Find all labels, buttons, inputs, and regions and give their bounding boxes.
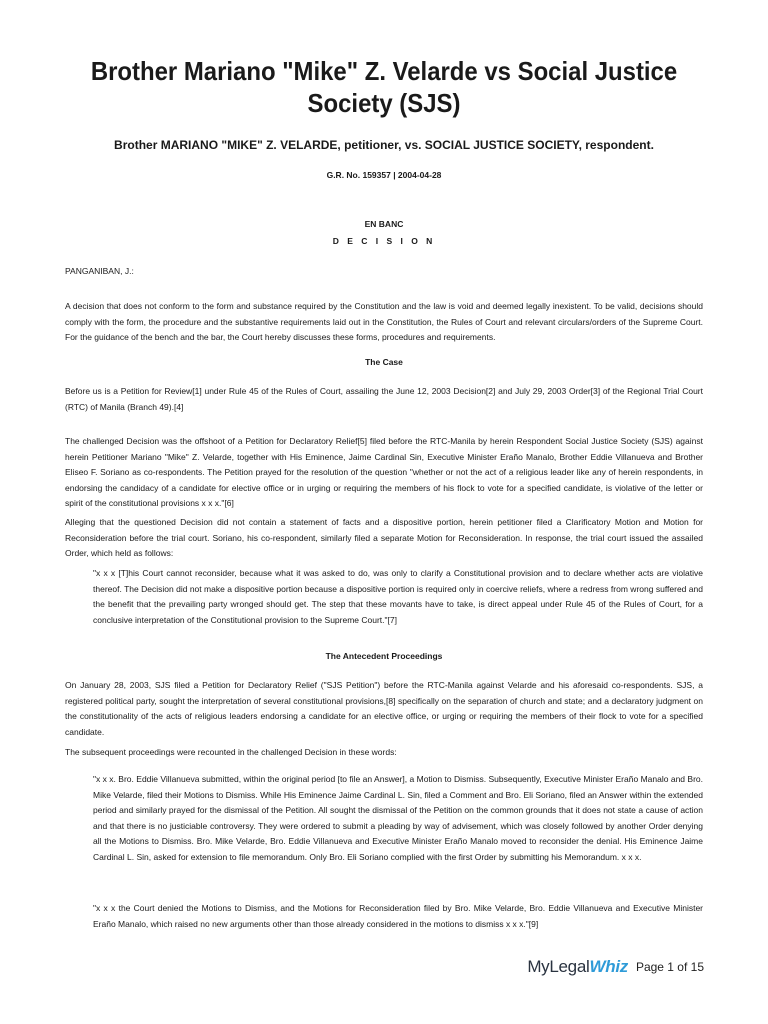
paragraph-petition: Before us is a Petition for Review[1] under Rule 45 of the Rules of Court, assailing the June 12, 2003 Decision[2] and July 29, 2003 Order[3] of the Regional Trial Court (RTC) of Manila (Branch 49).[4]: [65, 386, 703, 412]
en-banc-label: EN BANC: [364, 219, 404, 229]
paragraph-sjs-petition: On January 28, 2003, SJS filed a Petition for Declaratory Relief ("SJS Petition") before the RTC-Manila against Velarde and his aforesaid co-respondents. SJS, a registered political party, sought the interpretation of several constitutional provisions,[8] specifically on the separation of church and state; and a declaratory judgment on the constitutionality of the acts of religious leaders endorsing a candidate for an elective office, or urging or requiring the members of their flock to vote for a specified candidate.: [65, 680, 703, 737]
paragraph-intro: A decision that does not conform to the form and substance required by the Constitution and the law is void and deemed legally inexistent. To be valid, decisions should comply with the form, the procedure and the substantive requirements laid out in the Constitution, the Rules of Court and relevant circulars/orders of the Supreme Court. For the guidance of the bench and the bar, the Court hereby discusses these forms, procedures and requirements.: [65, 301, 703, 342]
paragraph-subsequent: The subsequent proceedings were recounted in the challenged Decision in these words:: [65, 747, 397, 757]
heading-the-case: The Case: [365, 357, 403, 367]
heading-antecedent-proceedings: The Antecedent Proceedings: [325, 651, 443, 661]
ponente: PANGANIBAN, J.:: [65, 266, 134, 276]
quote-motions-to-dismiss: "x x x. Bro. Eddie Villanueva submitted, within the original period [to file an Answer], a Motion to Dismiss. Subsequently, Executive Minister Eraño Manalo and Bro. Mike Velarde, filed their Motions to Dismiss. While His Eminence Jaime Cardinal L. Sin, filed a Comment and Bro. Eli Soriano, filed an Answer within the extended period and similarly prayed for the dismissal of the Petition. All sought the dismissal of the Petition on the common grounds that it does not state a cause of action and that there is no justiciable controversy. They were ordered to submit a pleading by way of advisement, which was closely followed by another Order denying all the Motions to Dismiss. Bro. Mike Velarde, Bro. Eddie Villanueva and Executive Minister Eraño Manalo moved to reconsider the denial. His Eminence Jaime Cardinal L. Sin, asked for extension to file memorandum. Only Bro. Eli Soriano complied with the first Order by submitting his Memorandum. x x x.: [93, 774, 703, 862]
page-number: Page 1 of 15: [635, 960, 704, 974]
page-footer: [527, 957, 704, 977]
court-division: [40, 216, 728, 250]
quote-denied-motions: "x x x the Court denied the Motions to Dismiss, and the Motions for Reconsideration filed by Bro. Mike Velarde, Bro. Eddie Villanueva and Executive Minister Eraño Manalo, which raised no new arguments other than those already considered in the motions to dismiss x x x."[9]: [93, 903, 703, 929]
document-title: Brother Mariano "Mike" Z. Velarde vs Social Justice Society (SJS): [90, 56, 678, 118]
gr-number: G.R. No. 159357 | 2004-04-28: [326, 170, 442, 180]
paragraph-alleging: Alleging that the questioned Decision did not contain a statement of facts and a dispositive portion, herein petitioner filed a Clarificatory Motion and Motion for Reconsideration before the trial court. Soriano, his co-respondent, similarly filed a separate Motion for Reconsideration. In response, the trial court issued the assailed Order, which held as follows:: [65, 517, 703, 558]
quote-trial-court-order: "x x x [T]his Court cannot reconsider, because what it was asked to do, was only to clarify a Constitutional provision and to declare whether acts are violative thereof. The Decision did not make a dispositive portion because a dispositive portion is required only in coercive reliefs, where a redress from wrong suffered and the benefit that the prevailing party wronged should get. The step that these movants have to take, is direct appeal under Rule 45 of the Rules of Court, for a conclusive interpretation of the Constitutional provision to the Supreme Court."[7]: [93, 568, 703, 625]
decision-label: D E C I S I O N: [332, 236, 436, 246]
paragraph-challenged-decision: The challenged Decision was the offshoot of a Petition for Declaratory Relief[5] filed before the RTC-Manila by herein Respondent Social Justice Society (SJS) against herein Petitioner Mariano "Mike" Z. Velarde, together with His Eminence, Jaime Cardinal Sin, Executive Minister Eraño Manalo, Brother Eddie Villanueva and Brother Eliseo F. Soriano as co-respondents. The Petition prayed for the resolution of the question "whether or not the act of a religious leader like any of herein respondents, in endorsing the candidacy of a candidate for elective office or in urging or requiring the members of his flock to vote for a specified candidate, is violative of the letter or spirit of the constitutional provisions x x x."[6]: [65, 436, 703, 508]
case-parties: Brother MARIANO "MIKE" Z. VELARDE, petitioner, vs. SOCIAL JUSTICE SOCIETY, respondent.: [114, 138, 654, 152]
mylegalwhiz-logo: MyLegalWhiz: [527, 957, 628, 976]
